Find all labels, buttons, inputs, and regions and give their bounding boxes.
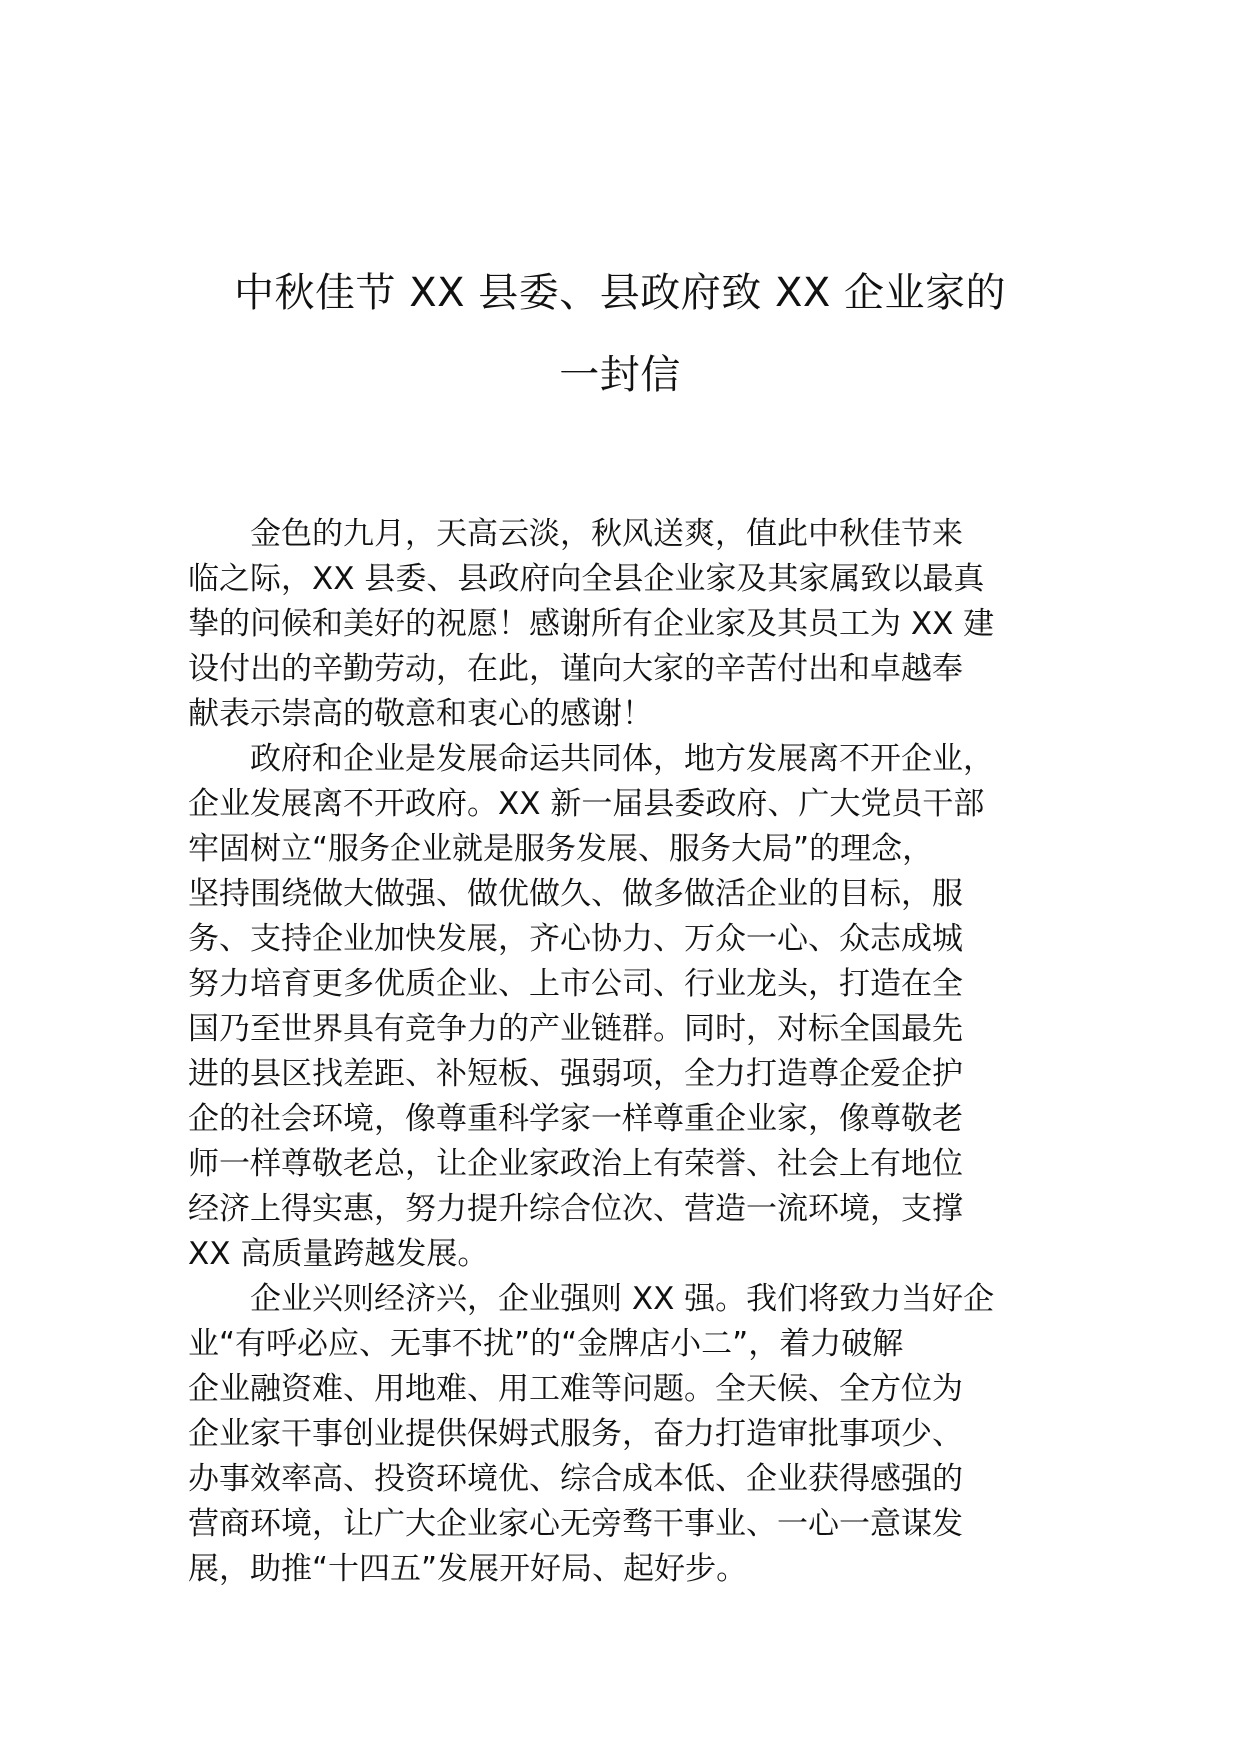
text-line: XX 高质量跨越发展。 — [188, 1236, 489, 1272]
letter-body — [188, 512, 1088, 1592]
title-line: 一封信 — [559, 352, 681, 398]
paragraph-3 — [188, 1277, 1088, 1592]
text-line: 企的社会环境，像尊重科学家一样尊重企业家，像尊敬老 — [188, 1101, 963, 1137]
text-line: 企业融资难、用地难、用工难等问题。全天候、全方位为 — [188, 1371, 963, 1407]
text-line: 努力培育更多优质企业、上市公司、行业龙头，打造在全 — [188, 966, 963, 1002]
text-line: 经济上得实惠，努力提升综合位次、营造一流环境，支撑 — [188, 1191, 963, 1227]
text-line: 企业家干事创业提供保姆式服务，奋力打造审批事项少、 — [188, 1416, 963, 1452]
text-line: 挚的问候和美好的祝愿！感谢所有企业家及其员工为 XX 建 — [188, 606, 995, 642]
text-line: 金色的九月，天高云淡，秋风送爽，值此中秋佳节来 — [250, 516, 963, 552]
text-line: 进的县区找差距、补短板、强弱项，全力打造尊企爱企护 — [188, 1056, 963, 1092]
text-line: 设付出的辛勤劳动，在此，谨向大家的辛苦付出和卓越奉 — [188, 651, 963, 687]
text-line: 展，助推“十四五”发展开好局、起好步。 — [188, 1551, 748, 1587]
title-line: 中秋佳节 XX 县委、县政府致 XX 企业家的 — [234, 270, 1006, 316]
text-line: 业“有呼必应、无事不扰”的“金牌店小二”，着力破解 — [188, 1326, 904, 1362]
text-line: 务、支持企业加快发展，齐心协力、万众一心、众志成城 — [188, 921, 963, 957]
text-line: 坚持围绕做大做强、做优做久、做多做活企业的目标，服 — [188, 876, 963, 912]
paragraph-1 — [188, 512, 1088, 737]
text-line: 政府和企业是发展命运共同体，地方发展离不开企业， — [250, 741, 994, 777]
text-line: 企业发展离不开政府。XX 新一届县委政府、广大党员干部 — [188, 786, 985, 822]
text-line: 临之际，XX 县委、县政府向全县企业家及其家属致以最真 — [188, 561, 985, 597]
text-line: 牢固树立“服务企业就是服务发展、服务大局”的理念， — [188, 831, 934, 867]
text-line: 国乃至世界具有竞争力的产业链群。同时，对标全国最先 — [188, 1011, 963, 1047]
document-title — [150, 252, 1090, 416]
paragraph-2 — [188, 737, 1088, 1277]
text-line: 营商环境，让广大企业家心无旁骛干事业、一心一意谋发 — [188, 1506, 963, 1542]
text-line: 师一样尊敬老总，让企业家政治上有荣誉、社会上有地位 — [188, 1146, 963, 1182]
text-line: 献表示崇高的敬意和衷心的感谢！ — [188, 696, 653, 732]
text-line: 企业兴则经济兴，企业强则 XX 强。我们将致力当好企 — [250, 1281, 995, 1317]
text-line: 办事效率高、投资环境优、综合成本低、企业获得感强的 — [188, 1461, 963, 1497]
